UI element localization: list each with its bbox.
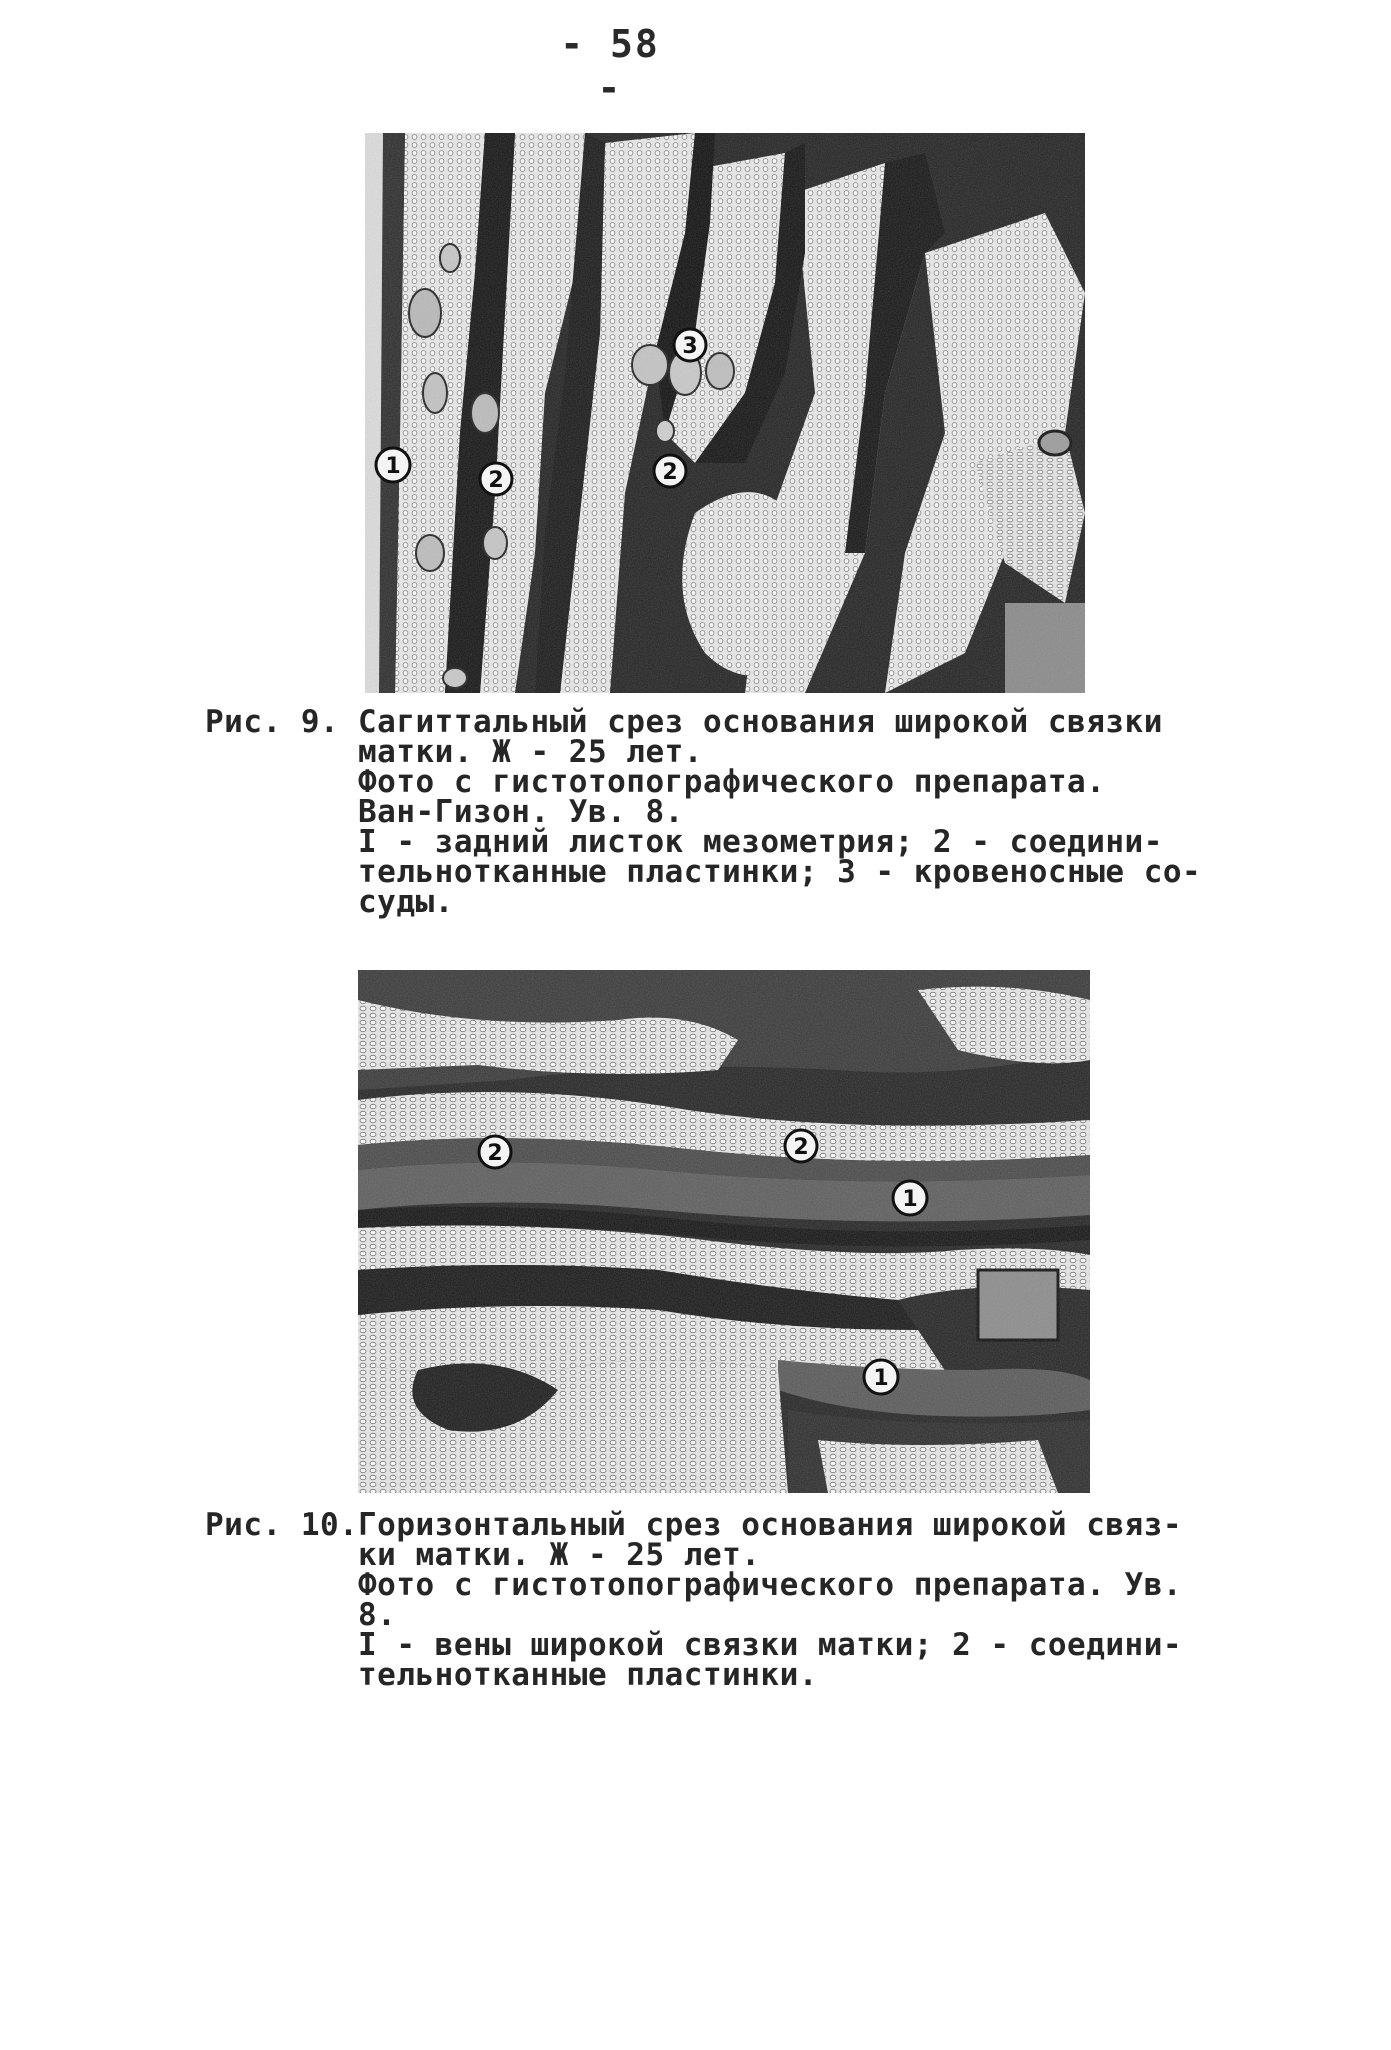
- page-number: - 58 -: [560, 22, 660, 110]
- figure-9-caption-line: матки. Ж - 25 лет.: [358, 734, 703, 770]
- figure-9-image: [365, 133, 1085, 693]
- svg-text:3: 3: [682, 334, 698, 359]
- figure-10-caption-line: ки матки. Ж - 25 лет.: [358, 1537, 761, 1573]
- figure-10-caption-line: I - вены широкой связки матки; 2 - соедини-: [358, 1627, 1183, 1663]
- figure-9-caption-line: тельнотканные пластинки; 3 - кровеносные со-: [358, 854, 1202, 890]
- figure-9-caption-line: I - задний листок мезометрия; 2 - соедини-: [358, 824, 1163, 860]
- figure-10-marker-2b: [785, 1130, 817, 1162]
- svg-text:2: 2: [487, 1141, 503, 1166]
- svg-text:2: 2: [662, 460, 678, 485]
- figure-9-label: Рис. 9.: [205, 704, 340, 740]
- svg-text:1: 1: [385, 454, 401, 479]
- figure-10-caption-line: 8.: [358, 1597, 397, 1633]
- figure-9-caption-line: Сагиттальный срез основания широкой связки: [358, 704, 1163, 740]
- figure-10-caption-line: тельнотканные пластинки.: [358, 1657, 818, 1693]
- figure-9-caption-line: суды.: [358, 884, 454, 920]
- figure-10-marker-1b: [864, 1360, 898, 1394]
- figure-10-caption-line: Фото с гистотопографического препарата. Ув.: [358, 1567, 1183, 1603]
- figure-9-caption: [205, 704, 1205, 957]
- figure-10-marker-1a: [893, 1181, 927, 1215]
- figure-10-caption: [205, 1507, 1205, 1710]
- figure-10-caption-line: Горизонтальный срез основания широкой связ-: [358, 1507, 1183, 1543]
- figure-10-micrograph: [358, 970, 1090, 1493]
- figure-10-image: [358, 970, 1090, 1493]
- figure-9-marker-2a: [480, 463, 512, 495]
- svg-text:1: 1: [902, 1187, 918, 1212]
- svg-text:2: 2: [793, 1135, 809, 1160]
- figure-9-marker-1: [376, 448, 410, 482]
- svg-text:2: 2: [488, 468, 504, 493]
- figure-10-label: Рис. 10.: [205, 1507, 359, 1543]
- figure-9-marker-2b: [654, 455, 686, 487]
- figure-10-marker-2a: [479, 1136, 511, 1168]
- svg-text:1: 1: [873, 1366, 889, 1391]
- figure-9-caption-line: Ван-Гизон. Ув. 8.: [358, 794, 684, 830]
- figure-9-caption-line: Фото с гистотопографического препарата.: [358, 764, 1106, 800]
- figure-9-micrograph: [365, 133, 1085, 693]
- figure-9-marker-3: [674, 329, 706, 361]
